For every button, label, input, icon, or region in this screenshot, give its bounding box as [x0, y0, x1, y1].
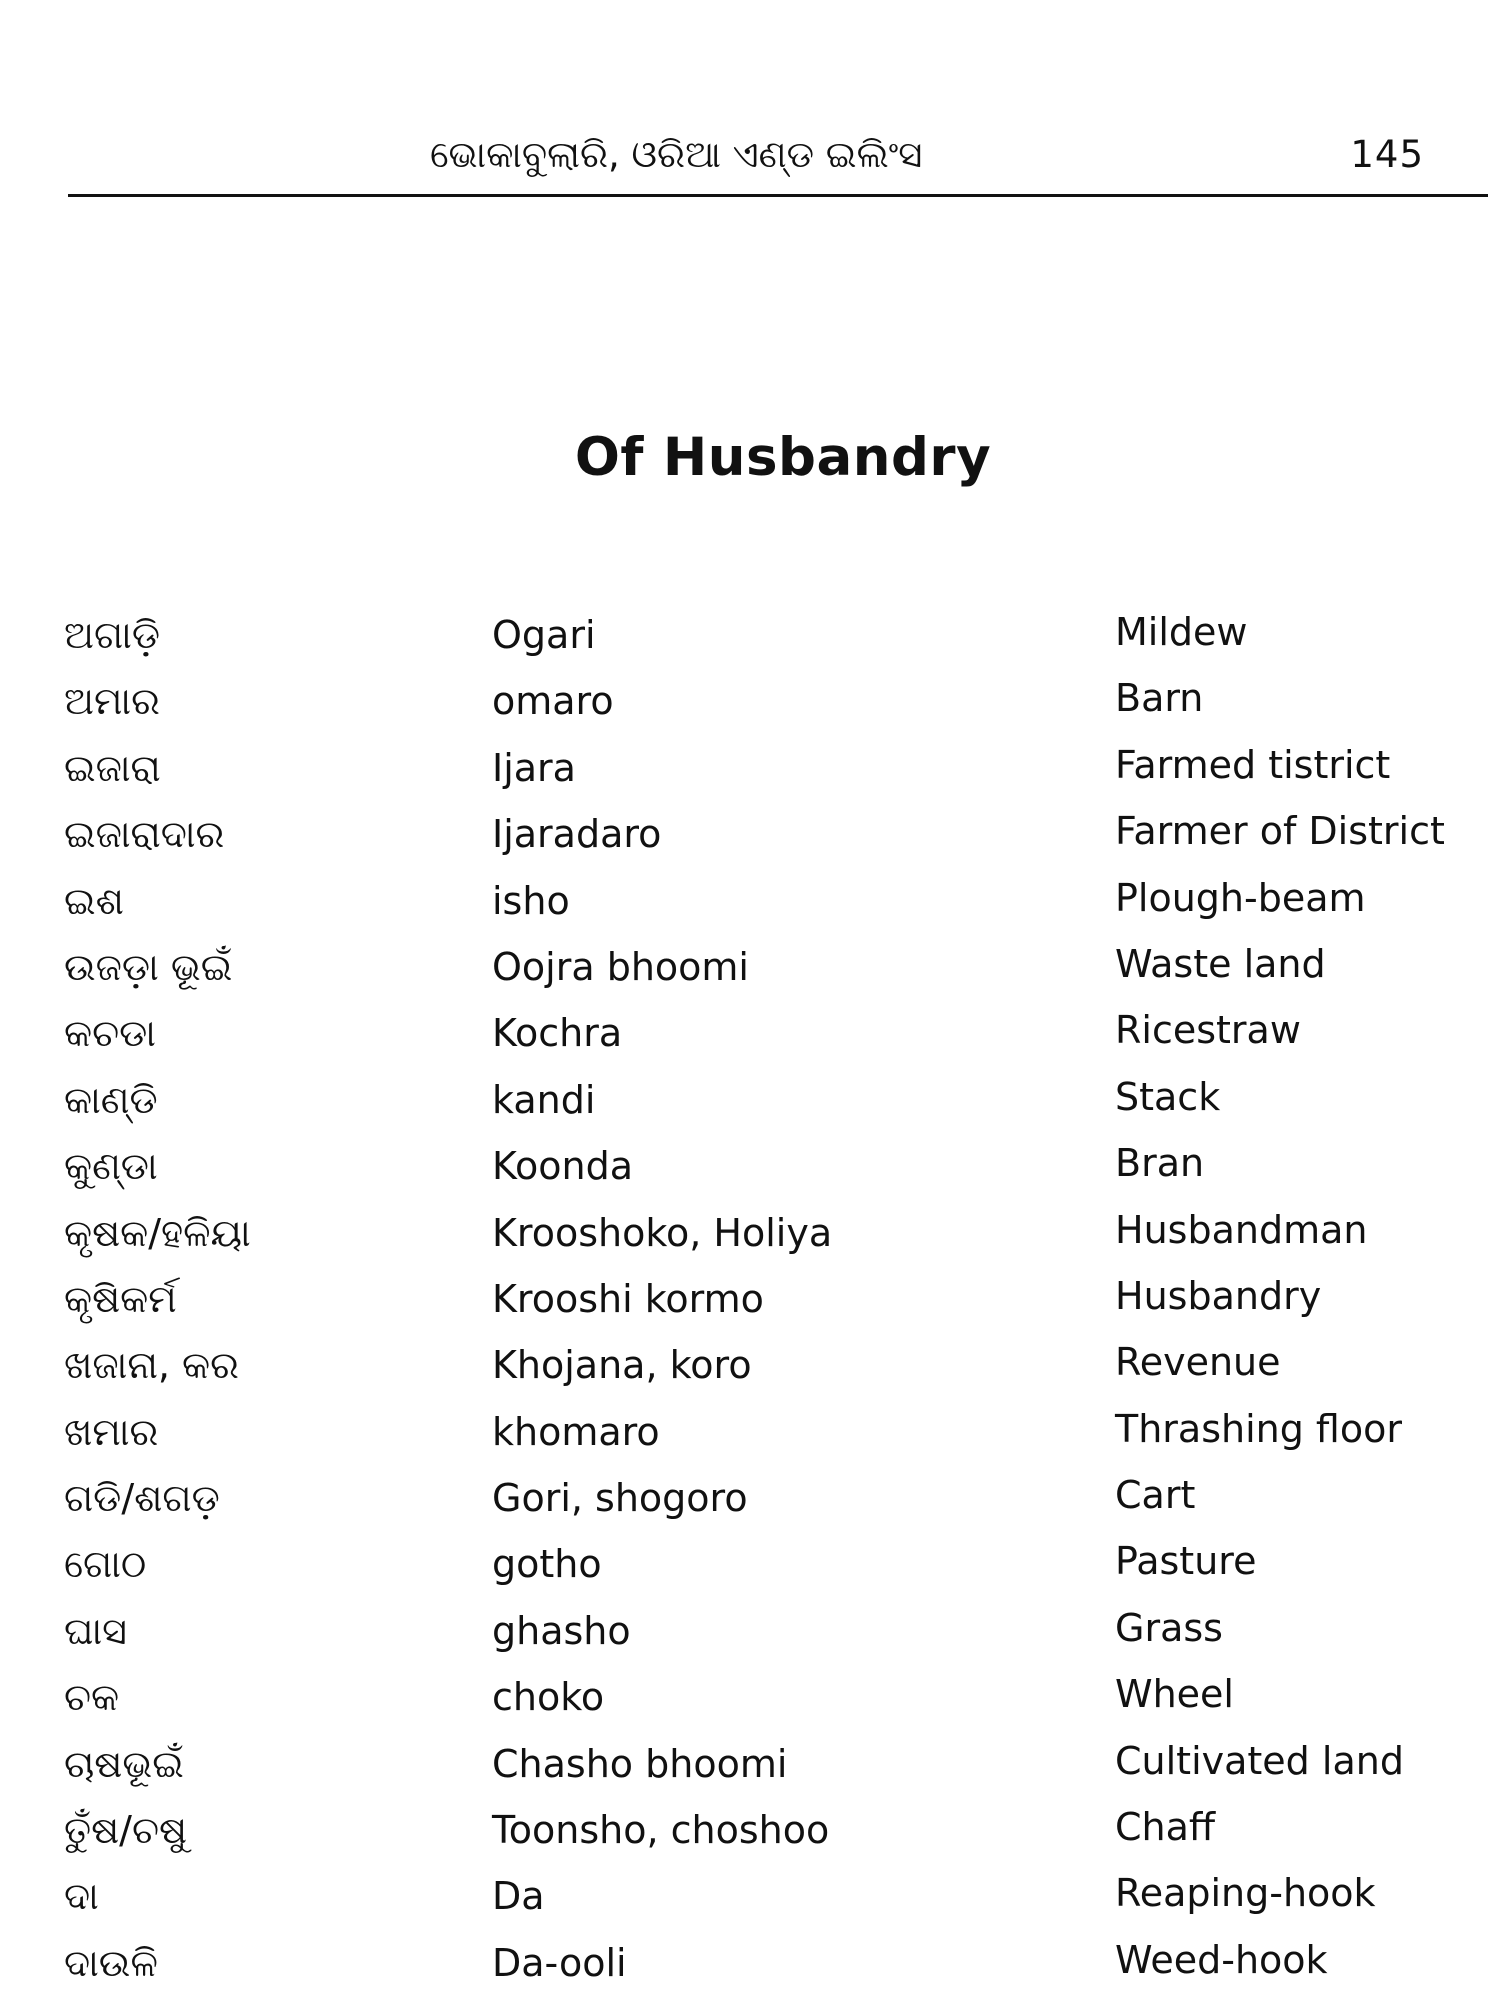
oriya-term: ଦାଉଳି: [64, 1940, 158, 1985]
glossary-row: [0, 1403, 1500, 1469]
glossary-row: [0, 872, 1500, 938]
glossary-row: [0, 1270, 1500, 1336]
oriya-term: ଦା: [64, 1874, 99, 1919]
english-meaning: Plough-beam: [1115, 875, 1366, 920]
oriya-term: ଗୋଠ: [64, 1542, 147, 1587]
transliteration: Ogari: [492, 613, 596, 657]
transliteration: Koonda: [492, 1144, 634, 1189]
oriya-term: ଖଜାନା, କର: [64, 1343, 239, 1388]
oriya-term: ଅମାର: [64, 679, 160, 724]
english-meaning: Husbandry: [1115, 1273, 1322, 1318]
glossary-row: [0, 1801, 1500, 1867]
english-meaning: Weed-hook: [1115, 1937, 1328, 1982]
transliteration: Oojra bhoomi: [492, 944, 749, 989]
glossary-list: [0, 606, 1500, 2000]
english-meaning: Bran: [1115, 1141, 1205, 1186]
glossary-row: [0, 739, 1500, 805]
transliteration: ghasho: [492, 1608, 631, 1653]
english-meaning: Wheel: [1115, 1672, 1234, 1717]
glossary-row: [0, 1204, 1500, 1270]
english-meaning: Cart: [1115, 1473, 1196, 1518]
oriya-term: କାଣ୍ଡି: [64, 1077, 158, 1122]
header-rule: [68, 194, 1488, 197]
section-title: Of Husbandry: [574, 427, 992, 488]
glossary-row: [0, 1535, 1500, 1601]
glossary-row: [0, 1004, 1500, 1070]
glossary-row: [0, 1336, 1500, 1402]
transliteration: choko: [492, 1675, 605, 1720]
glossary-row: [0, 1071, 1500, 1137]
english-meaning: Cultivated land: [1115, 1738, 1404, 1783]
english-meaning: Farmer of District: [1115, 809, 1445, 854]
english-meaning: Thrashing floor: [1115, 1406, 1402, 1451]
oriya-term: ଗଡି/ଶଗଡ଼: [64, 1476, 220, 1521]
english-meaning: Mildew: [1115, 610, 1248, 654]
oriya-term: କୁଣ୍ଡା: [64, 1144, 158, 1189]
transliteration: Gori, shogoro: [492, 1476, 748, 1521]
oriya-term: ଅଗାଡ଼ି: [64, 613, 160, 657]
oriya-term: ଘାସ: [64, 1608, 127, 1653]
transliteration: kandi: [492, 1077, 596, 1122]
oriya-term: ଇଜାରାଦାର: [64, 812, 225, 857]
oriya-term: ଖମାର: [64, 1409, 159, 1454]
transliteration: Da-ooli: [492, 1940, 627, 1985]
english-meaning: Chaff: [1115, 1805, 1216, 1850]
glossary-row: [0, 606, 1500, 672]
english-meaning: Stack: [1115, 1074, 1221, 1119]
english-meaning: Barn: [1115, 676, 1204, 721]
oriya-term: କୃଷିକର୍ମ: [64, 1276, 177, 1321]
transliteration: Krooshi kormo: [492, 1276, 764, 1321]
english-meaning: Reaping-hook: [1115, 1871, 1376, 1916]
glossary-row: [0, 1137, 1500, 1203]
glossary-row: [0, 1934, 1500, 2000]
oriya-term: କୃଷକ/ହଳିୟା: [64, 1210, 251, 1255]
transliteration: Toonsho, choshoo: [492, 1808, 830, 1853]
glossary-row: [0, 1668, 1500, 1734]
oriya-term: ଇଜାରା: [64, 745, 161, 790]
english-meaning: Husbandman: [1115, 1207, 1368, 1252]
transliteration: omaro: [492, 679, 614, 724]
english-meaning: Pasture: [1115, 1539, 1257, 1584]
oriya-term: ଉଜଡ଼ା ଭୂଇଁ: [64, 944, 233, 989]
glossary-row: [0, 672, 1500, 738]
glossary-row: [0, 938, 1500, 1004]
english-meaning: Revenue: [1115, 1340, 1281, 1385]
english-meaning: Farmed tistrict: [1115, 742, 1391, 787]
oriya-term: ଇଶ: [64, 878, 124, 923]
transliteration: Ijaradaro: [492, 812, 662, 857]
running-title: ଭୋକାବୁଲାରି, ଓରିଆ ଏଣ୍ଡ ଇଲିଂସ: [430, 133, 923, 176]
glossary-row: [0, 805, 1500, 871]
transliteration: Kochra: [492, 1011, 623, 1056]
transliteration: Da: [492, 1874, 545, 1919]
transliteration: khomaro: [492, 1409, 660, 1454]
english-meaning: Waste land: [1115, 941, 1326, 986]
oriya-term: କଚଡା: [64, 1011, 156, 1056]
transliteration: isho: [492, 878, 570, 923]
glossary-row: [0, 1867, 1500, 1933]
glossary-row: [0, 1602, 1500, 1668]
glossary-row: [0, 1735, 1500, 1801]
page-number: 145: [1350, 133, 1424, 176]
transliteration: gotho: [492, 1542, 602, 1587]
transliteration: Chasho bhoomi: [492, 1741, 788, 1786]
oriya-term: ଚକ: [64, 1675, 120, 1720]
transliteration: Krooshoko, Holiya: [492, 1210, 833, 1255]
transliteration: Khojana, koro: [492, 1343, 752, 1388]
transliteration: Ijara: [492, 745, 576, 790]
english-meaning: Grass: [1115, 1605, 1223, 1650]
glossary-row: [0, 1469, 1500, 1535]
english-meaning: Ricestraw: [1115, 1008, 1301, 1053]
oriya-term: ଚାଷଭୂଇଁ: [64, 1741, 184, 1786]
oriya-term: ତୁଁଷ/ଚଷୁ: [64, 1808, 188, 1853]
